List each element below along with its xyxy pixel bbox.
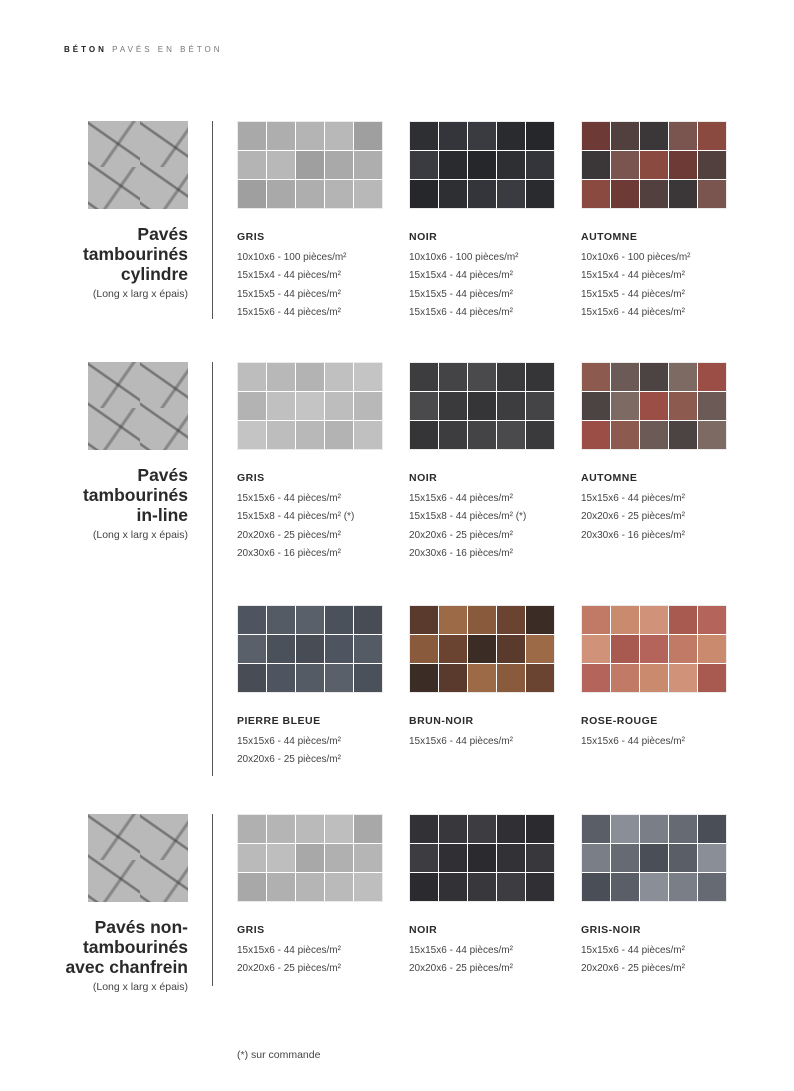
product-name: PIERRE BLEUE bbox=[237, 715, 321, 727]
product-spec-line: 15x15x6 - 44 pièces/m² bbox=[237, 945, 341, 956]
paver-swatch bbox=[581, 121, 727, 209]
product-spec-line: 20x20x6 - 25 pièces/m² bbox=[581, 963, 685, 975]
product-spec-line: 15x15x6 - 44 pièces/m² bbox=[409, 493, 513, 504]
product-name: NOIR bbox=[409, 924, 438, 936]
product-name: BRUN-NOIR bbox=[409, 715, 474, 727]
product-info bbox=[237, 472, 397, 563]
product-spec-line: 15x15x6 - 44 pièces/m² bbox=[409, 945, 513, 956]
product-spec-line: 20x20x6 - 25 pièces/m² bbox=[409, 529, 513, 541]
section-3-thumbnail bbox=[88, 814, 188, 902]
product-name: GRIS bbox=[237, 924, 265, 936]
paver-swatch bbox=[581, 814, 727, 902]
product-info bbox=[409, 231, 569, 322]
paver-swatch bbox=[409, 362, 555, 450]
section-2-title: Pavés tambourinés in-line (Long x larg x épais) bbox=[82, 465, 188, 541]
product-info bbox=[581, 924, 741, 979]
paver-swatch bbox=[237, 814, 383, 902]
product-name: AUTOMNE bbox=[581, 231, 638, 243]
header-section: PAVÉS EN BÉTON bbox=[112, 45, 223, 54]
product-spec-line: 20x20x6 - 25 pièces/m² bbox=[237, 963, 341, 975]
paver-swatch bbox=[409, 605, 555, 693]
product-spec-line: 15x15x6 - 44 pièces/m² bbox=[581, 493, 685, 504]
product-spec-line: 15x15x4 - 44 pièces/m² bbox=[237, 270, 341, 282]
product-spec-line: 15x15x5 - 44 pièces/m² bbox=[581, 288, 685, 300]
section-3-title: Pavés non- tambourinés avec chanfrein (Long x larg x épais) bbox=[65, 917, 188, 993]
product-spec-line: 15x15x5 - 44 pièces/m² bbox=[237, 288, 341, 300]
product-spec-line: 15x15x6 - 44 pièces/m² bbox=[237, 493, 341, 504]
product-info bbox=[409, 924, 569, 979]
section-3-divider bbox=[212, 814, 213, 986]
product-name: NOIR bbox=[409, 472, 438, 484]
product-spec-line: 20x20x6 - 25 pièces/m² bbox=[581, 511, 685, 523]
section-2-subtitle: (Long x larg x épais) bbox=[92, 529, 188, 541]
paver-swatch bbox=[581, 605, 727, 693]
section-3-subtitle: (Long x larg x épais) bbox=[92, 981, 188, 993]
section-2-divider bbox=[212, 362, 213, 776]
product-spec-line: 20x30x6 - 16 pièces/m² bbox=[581, 529, 685, 541]
product-name: GRIS-NOIR bbox=[581, 924, 641, 936]
product-info bbox=[237, 715, 397, 770]
paver-swatch bbox=[237, 605, 383, 693]
product-spec-line: 20x20x6 - 25 pièces/m² bbox=[237, 754, 341, 766]
section-1-title: Pavés tambourinés cylindre (Long x larg x épais) bbox=[82, 224, 188, 300]
product-spec-line: 10x10x6 - 100 pièces/m² bbox=[237, 252, 347, 263]
product-info bbox=[409, 715, 569, 751]
product-spec-line: 15x15x6 - 44 pièces/m² bbox=[581, 306, 685, 318]
product-name: AUTOMNE bbox=[581, 472, 638, 484]
product-spec-line: 15x15x8 - 44 pièces/m² (*) bbox=[237, 511, 355, 523]
product-spec-line: 15x15x6 - 44 pièces/m² bbox=[581, 736, 685, 747]
product-spec-line: 15x15x8 - 44 pièces/m² (*) bbox=[409, 511, 527, 523]
product-info bbox=[581, 715, 741, 751]
product-spec-line: 10x10x6 - 100 pièces/m² bbox=[409, 252, 519, 263]
product-spec-line: 10x10x6 - 100 pièces/m² bbox=[581, 252, 691, 263]
product-info bbox=[409, 472, 569, 563]
product-name: ROSE-ROUGE bbox=[581, 715, 658, 727]
product-info bbox=[581, 231, 741, 322]
footnote: (*) sur commande bbox=[237, 1049, 321, 1061]
product-info bbox=[237, 231, 397, 322]
paver-swatch bbox=[409, 121, 555, 209]
section-1-thumbnail bbox=[88, 121, 188, 209]
paver-swatch bbox=[237, 362, 383, 450]
product-name: GRIS bbox=[237, 231, 265, 243]
product-spec-line: 15x15x4 - 44 pièces/m² bbox=[409, 270, 513, 282]
product-spec-line: 20x20x6 - 25 pièces/m² bbox=[237, 529, 341, 541]
product-spec-line: 15x15x4 - 44 pièces/m² bbox=[581, 270, 685, 282]
paver-swatch bbox=[237, 121, 383, 209]
product-name: NOIR bbox=[409, 231, 438, 243]
section-2-thumbnail bbox=[88, 362, 188, 450]
product-spec-line: 20x30x6 - 16 pièces/m² bbox=[409, 547, 513, 559]
header-brand: BÉTON bbox=[64, 45, 107, 54]
product-spec-line: 20x30x6 - 16 pièces/m² bbox=[237, 547, 341, 559]
section-1-subtitle: (Long x larg x épais) bbox=[92, 288, 188, 300]
paver-swatch bbox=[581, 362, 727, 450]
product-spec-line: 15x15x6 - 44 pièces/m² bbox=[409, 736, 513, 747]
product-name: GRIS bbox=[237, 472, 265, 484]
product-spec-line: 15x15x6 - 44 pièces/m² bbox=[237, 306, 341, 318]
page-header bbox=[64, 45, 223, 54]
product-spec-line: 15x15x6 - 44 pièces/m² bbox=[237, 736, 341, 747]
product-info bbox=[581, 472, 741, 545]
product-spec-line: 15x15x6 - 44 pièces/m² bbox=[409, 306, 513, 318]
product-spec-line: 20x20x6 - 25 pièces/m² bbox=[409, 963, 513, 975]
paver-swatch bbox=[409, 814, 555, 902]
section-1-divider bbox=[212, 121, 213, 319]
product-spec-line: 15x15x5 - 44 pièces/m² bbox=[409, 288, 513, 300]
product-info bbox=[237, 924, 397, 979]
product-spec-line: 15x15x6 - 44 pièces/m² bbox=[581, 945, 685, 956]
